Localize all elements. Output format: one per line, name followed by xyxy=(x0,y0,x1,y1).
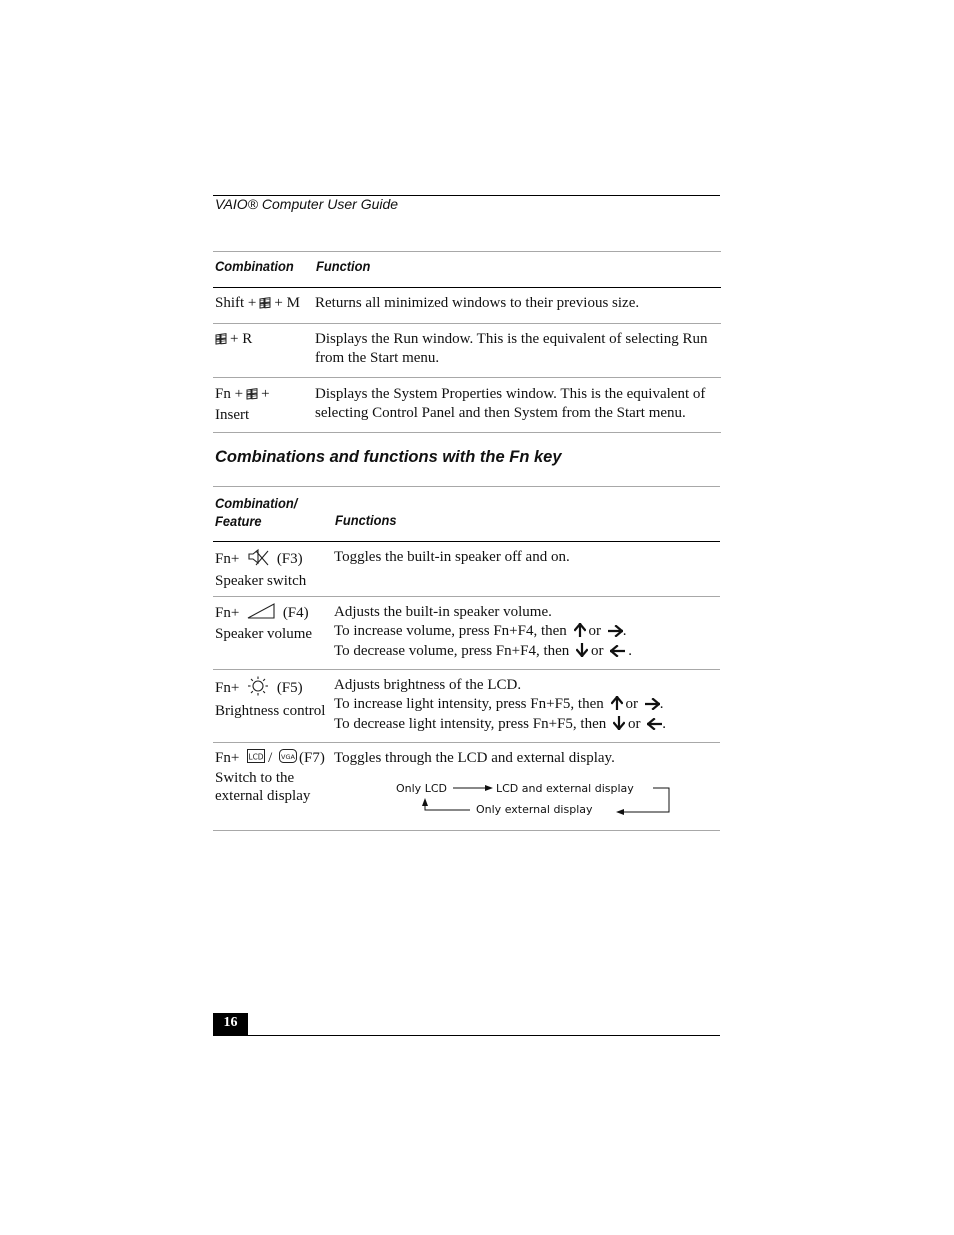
function-text: To increase volume, press Fn+F4, then xyxy=(334,622,567,639)
table1-row-rule xyxy=(213,323,721,324)
diagram-lcd-and-external: LCD and external display xyxy=(496,782,634,795)
vga-icon xyxy=(279,749,297,769)
table1-top-rule xyxy=(213,251,721,252)
function-text: To increase light intensity, press Fn+F5, then xyxy=(334,695,604,712)
vga-icon-text: VGA xyxy=(281,753,295,761)
diagram-only-external: Only external display xyxy=(476,803,593,816)
fn-key-code: (F4) xyxy=(282,605,309,622)
diagram-only-lcd: Only LCD xyxy=(396,782,447,795)
feature-label: Speaker volume xyxy=(215,625,313,642)
feature-label: Brightness control xyxy=(215,702,326,719)
windows-key-icon xyxy=(215,332,227,351)
slash-text: / xyxy=(268,750,273,767)
function-line: Adjusts the built-in speaker volume. xyxy=(334,604,552,620)
period-text: . xyxy=(659,695,664,712)
fn-key-label: Fn+ xyxy=(215,551,240,568)
feature-label: Speaker switch xyxy=(215,572,307,589)
combo-text: Insert xyxy=(215,406,250,423)
fn-f7-function: Toggles through the LCD and external display. xyxy=(334,750,615,766)
feature-label: external display xyxy=(215,788,311,804)
header-line: Combination/ xyxy=(215,495,298,511)
fn-key-code: (F3) xyxy=(276,551,303,568)
windows-key-icon xyxy=(246,387,258,406)
table1-row-function: Returns all minimized windows to their previous size. xyxy=(315,295,640,311)
table1-header-function: Function xyxy=(316,258,371,274)
fn-f3-combo xyxy=(215,548,306,590)
fn-key-code: (F7) xyxy=(298,750,325,767)
arrow-right-icon xyxy=(645,697,660,716)
arrow-up-icon xyxy=(611,696,623,716)
fn-key-label: Fn+ xyxy=(215,605,240,622)
page-number: 16 xyxy=(223,1015,238,1030)
function-line xyxy=(334,695,666,716)
period-text: . xyxy=(628,643,633,659)
display-toggle-diagram xyxy=(390,778,680,818)
combo-text: Shift + xyxy=(215,295,257,311)
function-line xyxy=(334,715,666,736)
function-text: To decrease volume, press Fn+F4, then xyxy=(334,643,570,659)
footer-rule xyxy=(213,1035,720,1036)
period-text: . xyxy=(662,716,666,732)
volume-wedge-icon xyxy=(247,603,275,625)
table1-header-rule xyxy=(213,287,721,288)
fn-f5-function xyxy=(334,676,666,736)
table2-header-combination xyxy=(215,494,297,530)
function-line xyxy=(334,622,632,643)
brightness-sun-icon xyxy=(247,676,269,702)
windows-key-icon xyxy=(259,296,271,315)
speaker-mute-icon xyxy=(247,548,269,572)
table2-header-functions: Functions xyxy=(335,512,397,528)
table2-header-rule xyxy=(213,541,720,542)
table1-row-combo xyxy=(215,330,252,351)
fn-f4-function xyxy=(334,603,632,663)
section-title: Combinations and functions with the Fn key xyxy=(215,448,562,466)
fn-f4-combo xyxy=(215,603,312,643)
feature-label: Switch to the xyxy=(215,769,295,786)
combo-text: + R xyxy=(230,331,253,347)
fn-key-label: Fn+ xyxy=(215,750,240,767)
function-line: Displays the System Properties window. This is the equivalent of xyxy=(315,386,706,402)
table2-row-rule xyxy=(213,669,720,670)
lcd-icon-text: LCD xyxy=(248,752,264,762)
function-line xyxy=(334,642,632,663)
function-line: from the Start menu. xyxy=(315,349,440,366)
function-line: Adjusts brightness of the LCD. xyxy=(334,677,522,693)
or-text: or xyxy=(625,695,638,712)
function-line: Displays the Run window. This is the equivalent of selecting Run xyxy=(315,331,708,347)
arrow-up-icon xyxy=(574,623,586,643)
table2-row-rule xyxy=(213,596,720,597)
table1-row-rule xyxy=(213,377,721,378)
table2-top-rule xyxy=(213,486,720,487)
table1-bottom-rule xyxy=(213,432,721,433)
arrow-right-icon xyxy=(608,624,623,643)
or-text: or xyxy=(591,643,604,659)
fn-f5-combo xyxy=(215,676,325,720)
table2-bottom-rule xyxy=(213,830,720,831)
table1-row-combo xyxy=(215,385,270,424)
fn-f7-combo xyxy=(215,749,325,806)
period-text: . xyxy=(622,622,627,639)
table2-row-rule xyxy=(213,742,720,743)
table1-row-function xyxy=(315,330,707,367)
arrow-down-icon xyxy=(576,643,588,663)
function-line: selecting Control Panel and then System from the Start menu. xyxy=(315,404,686,421)
arrow-left-icon xyxy=(610,644,625,663)
header-line: Feature xyxy=(215,513,262,529)
table1-row-function xyxy=(315,385,705,422)
fn-key-code: (F5) xyxy=(276,680,303,697)
combo-text: Fn + xyxy=(215,386,244,402)
function-text: To decrease light intensity, press Fn+F5, then xyxy=(334,716,607,732)
header-title: VAIO® Computer User Guide xyxy=(215,196,399,212)
arrow-left-icon xyxy=(647,717,662,736)
or-text: or xyxy=(627,716,641,732)
table1-header-combination: Combination xyxy=(215,258,294,274)
fn-key-label: Fn+ xyxy=(215,680,240,697)
lcd-icon xyxy=(247,749,265,769)
combo-text: + M xyxy=(274,295,300,311)
arrow-down-icon xyxy=(613,716,625,736)
table1-row-combo xyxy=(215,294,300,315)
or-text: or xyxy=(588,622,602,639)
fn-f3-function: Toggles the built-in speaker off and on. xyxy=(334,549,570,565)
combo-text: + xyxy=(261,386,270,402)
